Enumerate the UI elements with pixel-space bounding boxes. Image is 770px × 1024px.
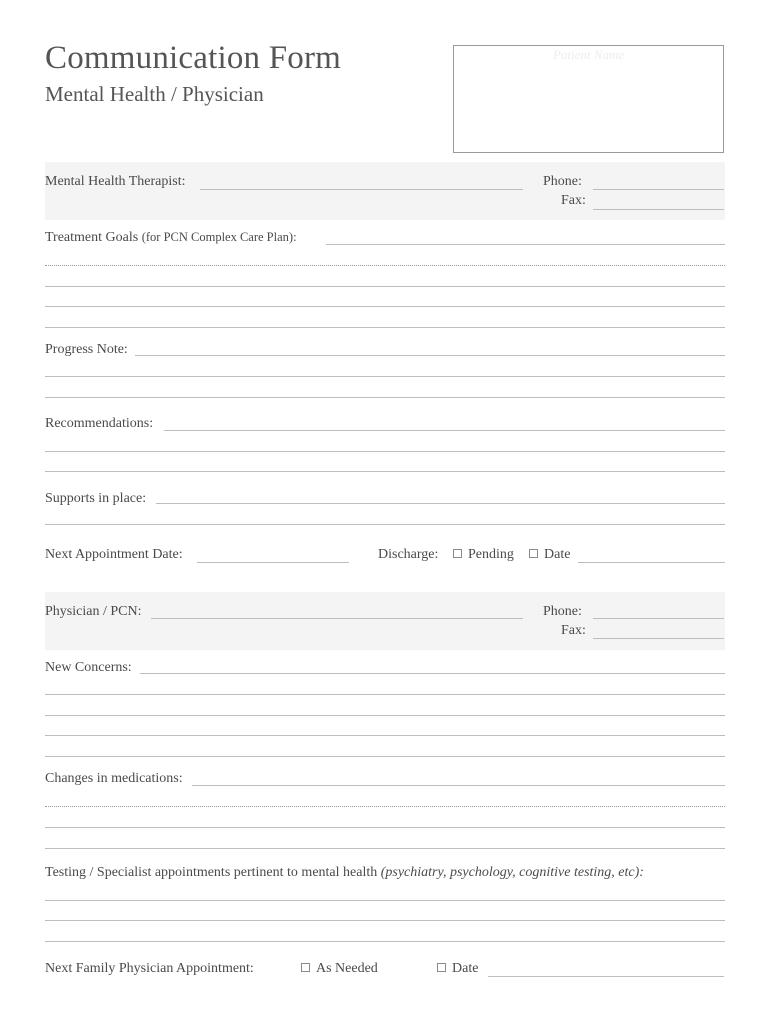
supports-field[interactable] [156, 503, 725, 504]
therapist-phone-label: Phone: [543, 174, 582, 189]
as-needed-checkbox[interactable] [301, 963, 310, 972]
treatment-goals-line[interactable] [45, 327, 725, 328]
testing-label-note: (psychiatry, psychology, cognitive testing, etc): [380, 865, 644, 880]
pending-label: Pending [468, 547, 514, 562]
testing-line[interactable] [45, 941, 725, 942]
therapist-section [45, 162, 725, 220]
discharge-date-checkbox[interactable] [529, 549, 538, 558]
medications-line[interactable] [45, 827, 725, 828]
next-appointment-field[interactable] [197, 562, 349, 563]
testing-line[interactable] [45, 920, 725, 921]
form-subtitle: Mental Health / Physician [45, 82, 264, 106]
medications-field[interactable] [192, 785, 725, 786]
physician-field[interactable] [151, 618, 523, 619]
new-concerns-line[interactable] [45, 715, 725, 716]
physician-section [45, 592, 725, 650]
treatment-goals-label-note: (for PCN Complex Care Plan): [141, 230, 297, 244]
treatment-goals-line[interactable] [45, 286, 725, 287]
physician-fax-label: Fax: [561, 623, 586, 638]
progress-note-field[interactable] [135, 355, 725, 356]
recommendations-field[interactable] [164, 430, 725, 431]
therapist-field[interactable] [200, 189, 523, 190]
progress-note-line[interactable] [45, 376, 725, 377]
discharge-date-field[interactable] [578, 562, 725, 563]
new-concerns-line[interactable] [45, 756, 725, 757]
therapist-fax-field[interactable] [593, 209, 724, 210]
medications-line[interactable] [45, 806, 725, 807]
therapist-phone-field[interactable] [593, 189, 724, 190]
medications-label: Changes in medications: [45, 771, 183, 786]
physician-fax-field[interactable] [593, 638, 724, 639]
supports-label: Supports in place: [45, 491, 147, 506]
new-concerns-line[interactable] [45, 735, 725, 736]
testing-label-main: Testing / Specialist appointments pertinent to mental health [45, 865, 378, 880]
physician-phone-field[interactable] [593, 618, 724, 619]
progress-note-line[interactable] [45, 397, 725, 398]
treatment-goals-label-main: Treatment Goals [45, 230, 139, 245]
pending-checkbox[interactable] [453, 549, 462, 558]
testing-line[interactable] [45, 900, 725, 901]
family-date-field[interactable] [488, 976, 724, 977]
testing-label [45, 865, 644, 881]
family-physician-label: Next Family Physician Appointment: [45, 961, 254, 976]
new-concerns-field[interactable] [140, 673, 725, 674]
family-date-checkbox[interactable] [437, 963, 446, 972]
recommendations-label: Recommendations: [45, 416, 154, 431]
patient-name-label: Patient Name [553, 47, 625, 62]
recommendations-line[interactable] [45, 471, 725, 472]
physician-phone-label: Phone: [543, 604, 582, 619]
treatment-goals-line[interactable] [45, 265, 725, 266]
recommendations-line[interactable] [45, 451, 725, 452]
family-date-label: Date [452, 961, 479, 976]
discharge-date-label: Date [544, 547, 571, 562]
form-title: Communication Form [45, 40, 342, 76]
therapist-fax-label: Fax: [561, 193, 586, 208]
as-needed-label: As Needed [316, 961, 378, 976]
treatment-goals-label [45, 230, 297, 246]
treatment-goals-line[interactable] [45, 306, 725, 307]
medications-line[interactable] [45, 848, 725, 849]
new-concerns-label: New Concerns: [45, 660, 132, 675]
next-appointment-label: Next Appointment Date: [45, 547, 183, 562]
therapist-label: Mental Health Therapist: [45, 174, 186, 189]
new-concerns-line[interactable] [45, 694, 725, 695]
progress-note-label: Progress Note: [45, 342, 128, 357]
physician-label: Physician / PCN: [45, 604, 142, 619]
discharge-label: Discharge: [378, 547, 439, 562]
treatment-goals-field[interactable] [326, 244, 725, 245]
supports-line[interactable] [45, 524, 725, 525]
